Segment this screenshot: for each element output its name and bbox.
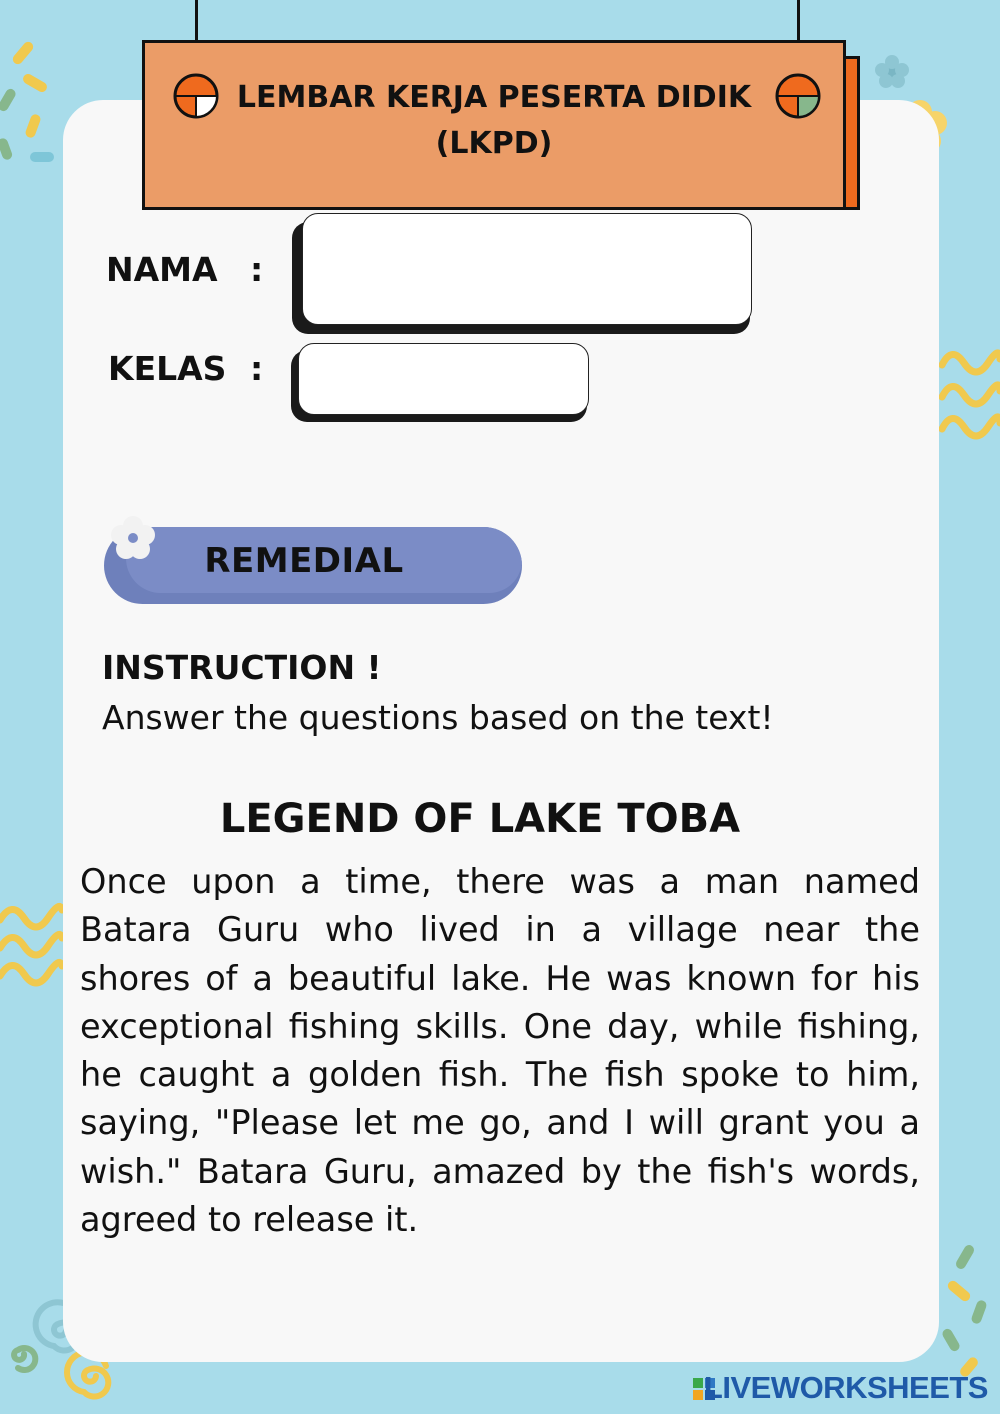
squiggle-decoration-left xyxy=(0,900,66,990)
instruction-title: INSTRUCTION ! xyxy=(102,648,382,687)
class-label: KELAS xyxy=(108,349,227,388)
remedial-badge xyxy=(104,527,522,604)
squiggle-decoration-right xyxy=(938,345,1000,445)
name-colon: : xyxy=(250,250,264,289)
name-input[interactable] xyxy=(302,213,752,325)
page-title: LEMBAR KERJA PESERTA DIDIK (LKPD) xyxy=(236,80,752,161)
confetti-decoration-bottom-right xyxy=(940,1240,1000,1390)
class-colon: : xyxy=(250,349,264,388)
flower-icon xyxy=(108,514,158,562)
confetti-decoration-top-left xyxy=(0,30,70,180)
class-input[interactable] xyxy=(298,343,589,415)
instruction-text: Answer the questions based on the text! xyxy=(102,698,774,737)
header-sign xyxy=(142,40,846,210)
story-body: Once upon a time, there was a man named Batara Guru who lived in a village near the shores of a beautiful lake. He was known for his exceptional fishing skills. One day, while fishing, he caught a golden fish. The fish spoke to him, saying, "Please let me go, and I will grant you a wish." Batara Guru, amazed by the fish's words, agreed to release it. xyxy=(80,862,920,1240)
pin-icon-right xyxy=(774,72,822,120)
pin-icon-left xyxy=(172,72,220,120)
remedial-badge-label: REMEDIAL xyxy=(204,541,404,581)
name-label: NAMA xyxy=(106,250,218,289)
liveworksheets-brand[interactable]: LIVEWORKSHEETS xyxy=(703,1370,988,1405)
story-title: LEGEND OF LAKE TOBA xyxy=(219,796,741,842)
